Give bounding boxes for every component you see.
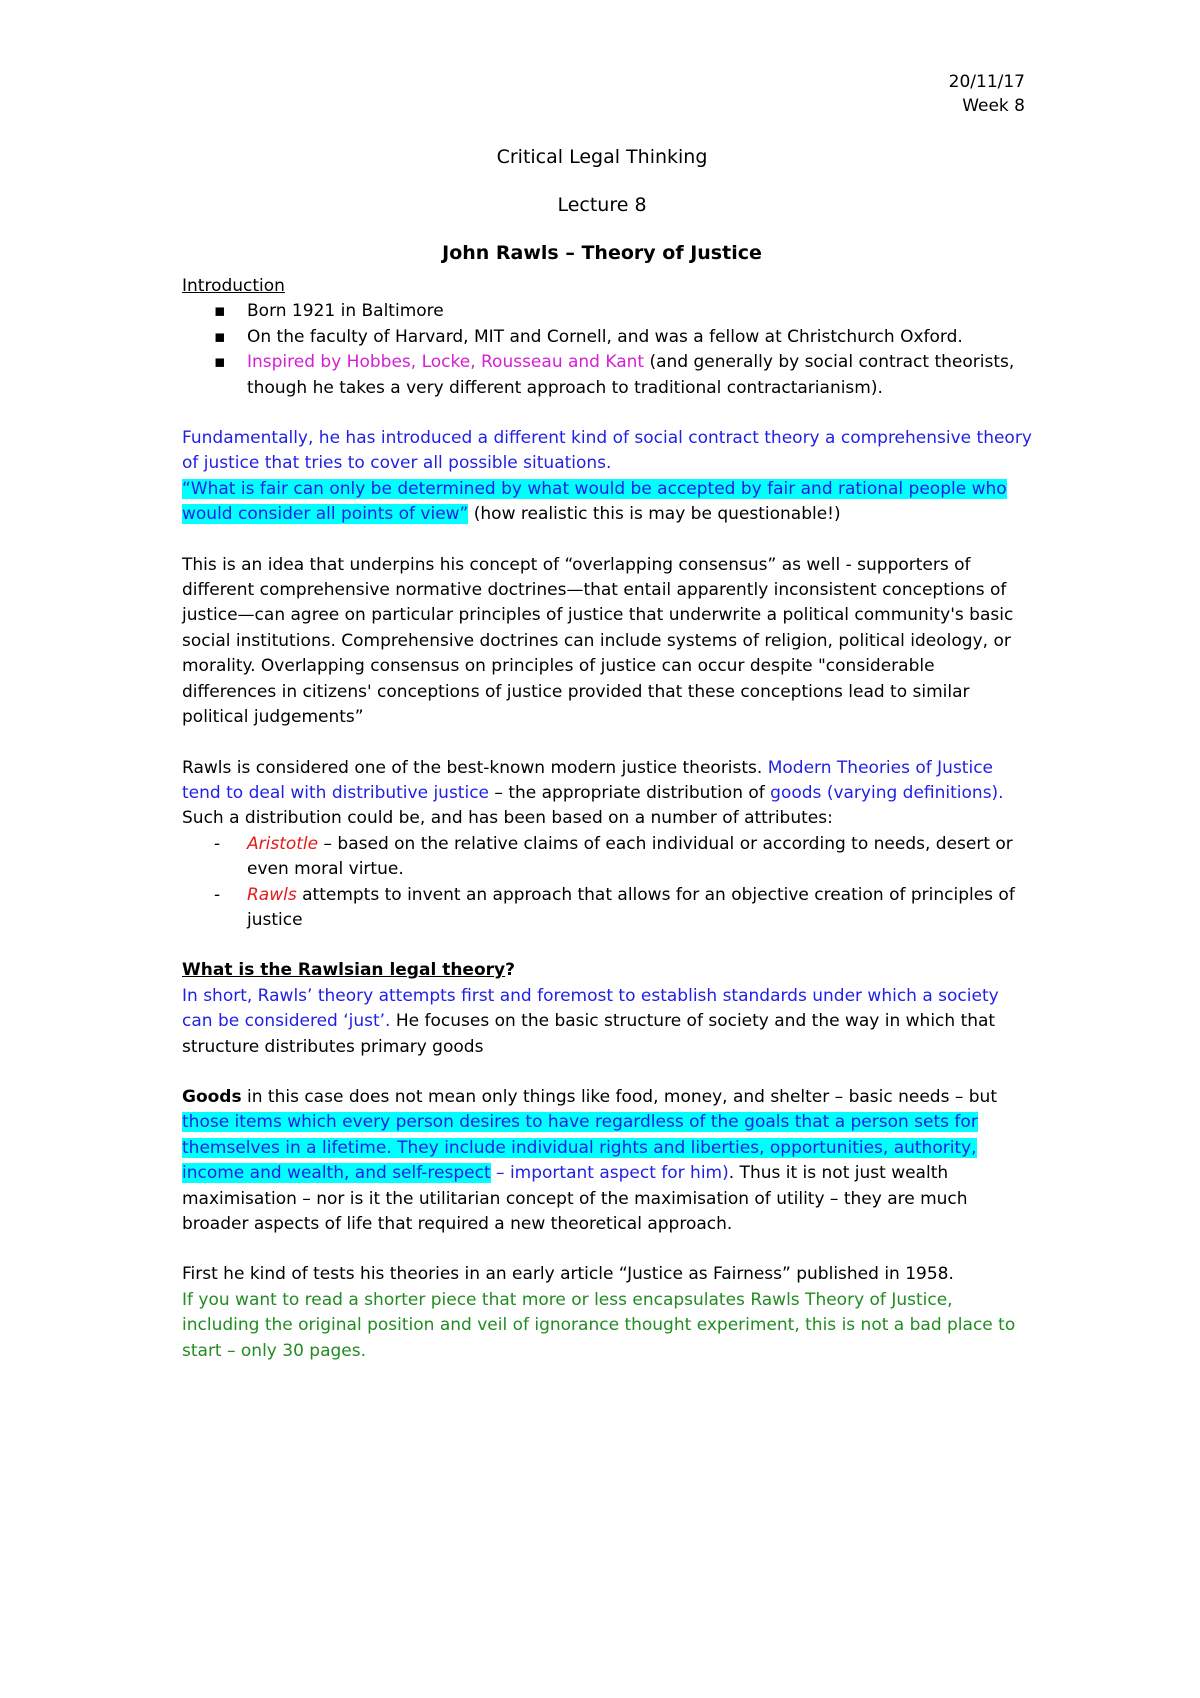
blue-text: In short, Rawls’ theory attempts first and foremost to establish standards under which a society can be considered ‘just’.	[182, 985, 999, 1032]
name-text: Aristotle	[247, 833, 319, 854]
bullet-highlight-text: Inspired by Hobbes, Locke, Rousseau and Kant	[247, 352, 645, 373]
bullet-mark: ▪	[214, 326, 226, 347]
list-item	[182, 883, 1032, 934]
bold-term: Goods	[182, 1086, 242, 1107]
item-text: attempts to invent an approach that allows for an objective creation of principles of justice	[247, 884, 1015, 930]
heading-text: What is the Rawlsian legal theory	[182, 960, 506, 981]
dash-mark: -	[214, 884, 221, 905]
blue-text: Fundamentally, he has introduced a different kind of social contract theory a comprehensive theory of justice that tries to cover all possible situations.	[182, 428, 1032, 474]
plain-text: in this case does not mean only things like food, money, and shelter – basic needs – but	[241, 1086, 997, 1107]
bullet-mark: ▪	[214, 352, 226, 373]
item-text: – based on the relative claims of each individual or according to needs, desert or even moral virtue.	[247, 833, 1013, 880]
attributes-list	[182, 832, 1032, 934]
bullet-text: Born 1921 in Baltimore	[247, 301, 444, 322]
highlighted-quote: “What is fair can only be determined by what would be accepted by fair and rational people who would consider all points of view”	[182, 478, 1007, 525]
rawlsian-paragraph	[182, 984, 1032, 1060]
course-title: Critical Legal Thinking	[496, 146, 708, 168]
bullet-mark: ▪	[214, 301, 226, 322]
week-text: Week 8	[962, 96, 1025, 116]
introduction-list	[182, 299, 1032, 401]
plain-text: He focuses on the basic structure of society and the way in which that structure distributes primary goods	[182, 1011, 996, 1057]
plain-text: – the appropriate distribution of	[489, 782, 771, 803]
bullet-text: On the faculty of Harvard, MIT and Cornell, and was a fellow at Christchurch Oxford.	[247, 326, 963, 347]
overlapping-consensus-paragraph: This is an idea that underpins his concept of “overlapping consensus” as well - supporters of different comprehensive normative doctrines—that entail apparently inconsistent conceptions of justice—can agree on particular principles of justice that underwrite a political community's basic social institutions. Comprehensive doctrines can include systems of religion, political ideology, or morality. Overlapping consensus on principles of justice can occur despite "considerable differences in citizens' conceptions of justice provided that these conceptions lead to similar political judgements”	[182, 554, 1014, 728]
list-item	[182, 325, 1032, 350]
title-block	[182, 144, 1022, 266]
plain-text: (how realistic this is may be questionable!)	[468, 504, 841, 525]
bullet-text: (and generally by social contract theorists, though he takes a very different approach to traditional contractarianism).	[247, 352, 1015, 398]
blue-text: Modern Theories of Justice tend to deal with distributive justice	[182, 757, 994, 803]
introduction-heading: Introduction	[182, 276, 285, 296]
blue-text: – important aspect for him)	[490, 1163, 729, 1184]
distribution-paragraph: Such a distribution could be, and has been based on a number of attributes:	[182, 808, 833, 829]
dash-mark: -	[214, 833, 221, 854]
rawls-paragraph	[182, 756, 1032, 807]
heading-question-mark: ?	[505, 960, 515, 981]
document-body	[182, 144, 1032, 1364]
lecture-title: Lecture 8	[557, 194, 647, 216]
highlighted-text: self-respect	[392, 1163, 491, 1184]
plain-text: First he kind of tests his theories in an early article “Justice as Fairness” published in 1958.	[182, 1264, 954, 1285]
list-item	[182, 832, 1032, 883]
topic-title: John Rawls – Theory of Justice	[442, 242, 762, 264]
date-text: 20/11/17	[948, 72, 1025, 92]
green-text: If you want to read a shorter piece that more or less encapsulates Rawls Theory of Justice, including the original position and veil of ignorance thought experiment, this is not a bad place to start – only 30 pages.	[182, 1289, 1016, 1361]
plain-text: Rawls is considered one of the best-known modern justice theorists.	[182, 757, 768, 778]
fundamentally-paragraph	[182, 426, 1032, 528]
rawlsian-heading	[182, 958, 1032, 983]
blue-text: goods (varying definitions).	[770, 782, 1004, 803]
justice-as-fairness-paragraph	[182, 1262, 1032, 1364]
list-item	[182, 299, 1032, 324]
name-text: Rawls	[247, 884, 297, 905]
list-item	[182, 350, 1032, 401]
page-header	[949, 70, 1025, 118]
goods-paragraph	[182, 1085, 1032, 1237]
highlighted-text: those items which every person desires to have regardless of the goals that a person sets for themselves in a lifetime. They include individual rights and liberties, opportunities, authority, income and wealth, and	[182, 1112, 978, 1184]
plain-text: . Thus it is not just wealth maximisation – nor is it the utilitarian concept of the maximisation of utility – they are much broader aspects of life that required a new theoretical approach.	[182, 1163, 968, 1234]
